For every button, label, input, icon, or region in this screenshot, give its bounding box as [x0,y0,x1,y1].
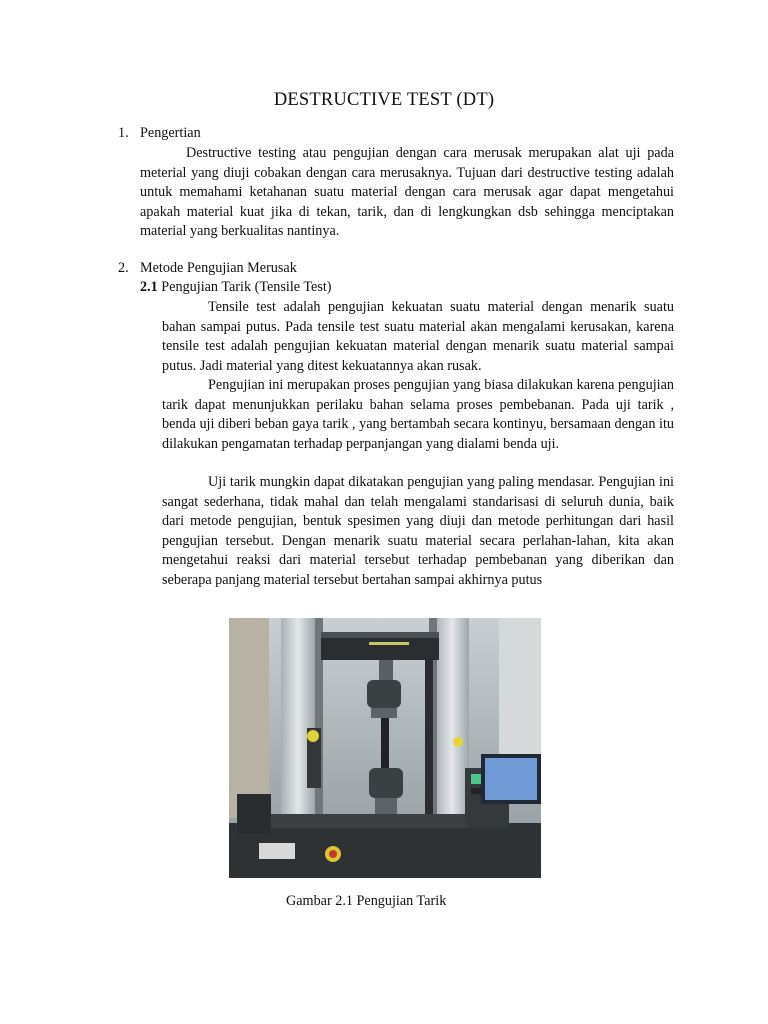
figure-caption: Gambar 2.1 Pengujian Tarik [286,893,447,909]
section-1-paragraph-text: Destructive testing atau pengujian dengan cara merusak merupakan alat uji pada meterial yang diuji cobakan dengan cara merusaknya. Tujuan dari destructive testing adalah untuk memahami ketahanan suatu material dengan cara merusak agar dapat mengetahui apakah material kuat jika di tekan, tarik, dan di lengkungkan dsb sehingga menciptakan material yang berkualitas nantinya. [140,145,674,239]
subsection-2-1-title: Pengujian Tarik (Tensile Test) [161,279,332,295]
subsection-2-1-number: 2.1 [140,279,158,295]
tensile-test-machine-photo [229,618,541,878]
section-2-heading [118,260,297,277]
tensile-paragraph-2 [162,376,674,454]
section-2-title: Metode Pengujian Merusak [140,260,297,276]
section-2-number: 2. [118,260,129,276]
tensile-paragraph-1-text: Tensile test adalah pengujian kekuatan suatu material dengan menarik suatu bahan sampai putus. Pada tensile test suatu material akan mengalami kerusakan, karena tensile test adalah pengujian kekuatan material dengan menarik suatu material sampai putus. Jadi material yang ditest kekuatannya akan rusak. [162,299,674,374]
tensile-paragraph-2-text: Pengujian ini merupakan proses pengujian yang biasa dilakukan karena pengujian tarik dapat menunjukkan perilaku bahan selama proses pembebanan. Pada uji tarik , benda uji diberi beban gaya tarik , yang bertambah secara kontinyu, bersamaan dengan itu dilakukan pengamatan terhadap perpanjangan yang dialami benda uji. [162,377,674,452]
tensile-machine-illustration [229,618,541,878]
tensile-paragraph-1 [162,298,674,376]
subsection-2-1-heading [140,279,332,296]
tensile-paragraph-3 [162,473,674,590]
document-title: DESTRUCTIVE TEST (DT) [273,90,495,110]
section-1-number: 1. [118,125,129,141]
section-1-heading [118,125,201,142]
section-1-title: Pengertian [140,125,201,141]
section-1-paragraph [140,144,674,242]
tensile-paragraph-3-text: Uji tarik mungkin dapat dikatakan pengujian yang paling mendasar. Pengujian ini sangat sederhana, tidak mahal dan telah mengalami standarisasi di seluruh dunia, baik dari metode pengujian, bentuk spesimen yang diuji dan metode perhitungan dari hasil pengujian tersebut. Dengan menarik suatu material secara perlahan-lahan, kita akan mengetahui reaksi dari material tersebut terhadap pembebanan yang diberikan dan seberapa panjang material tersebut bertahan sampai akhirnya putus [162,474,674,588]
